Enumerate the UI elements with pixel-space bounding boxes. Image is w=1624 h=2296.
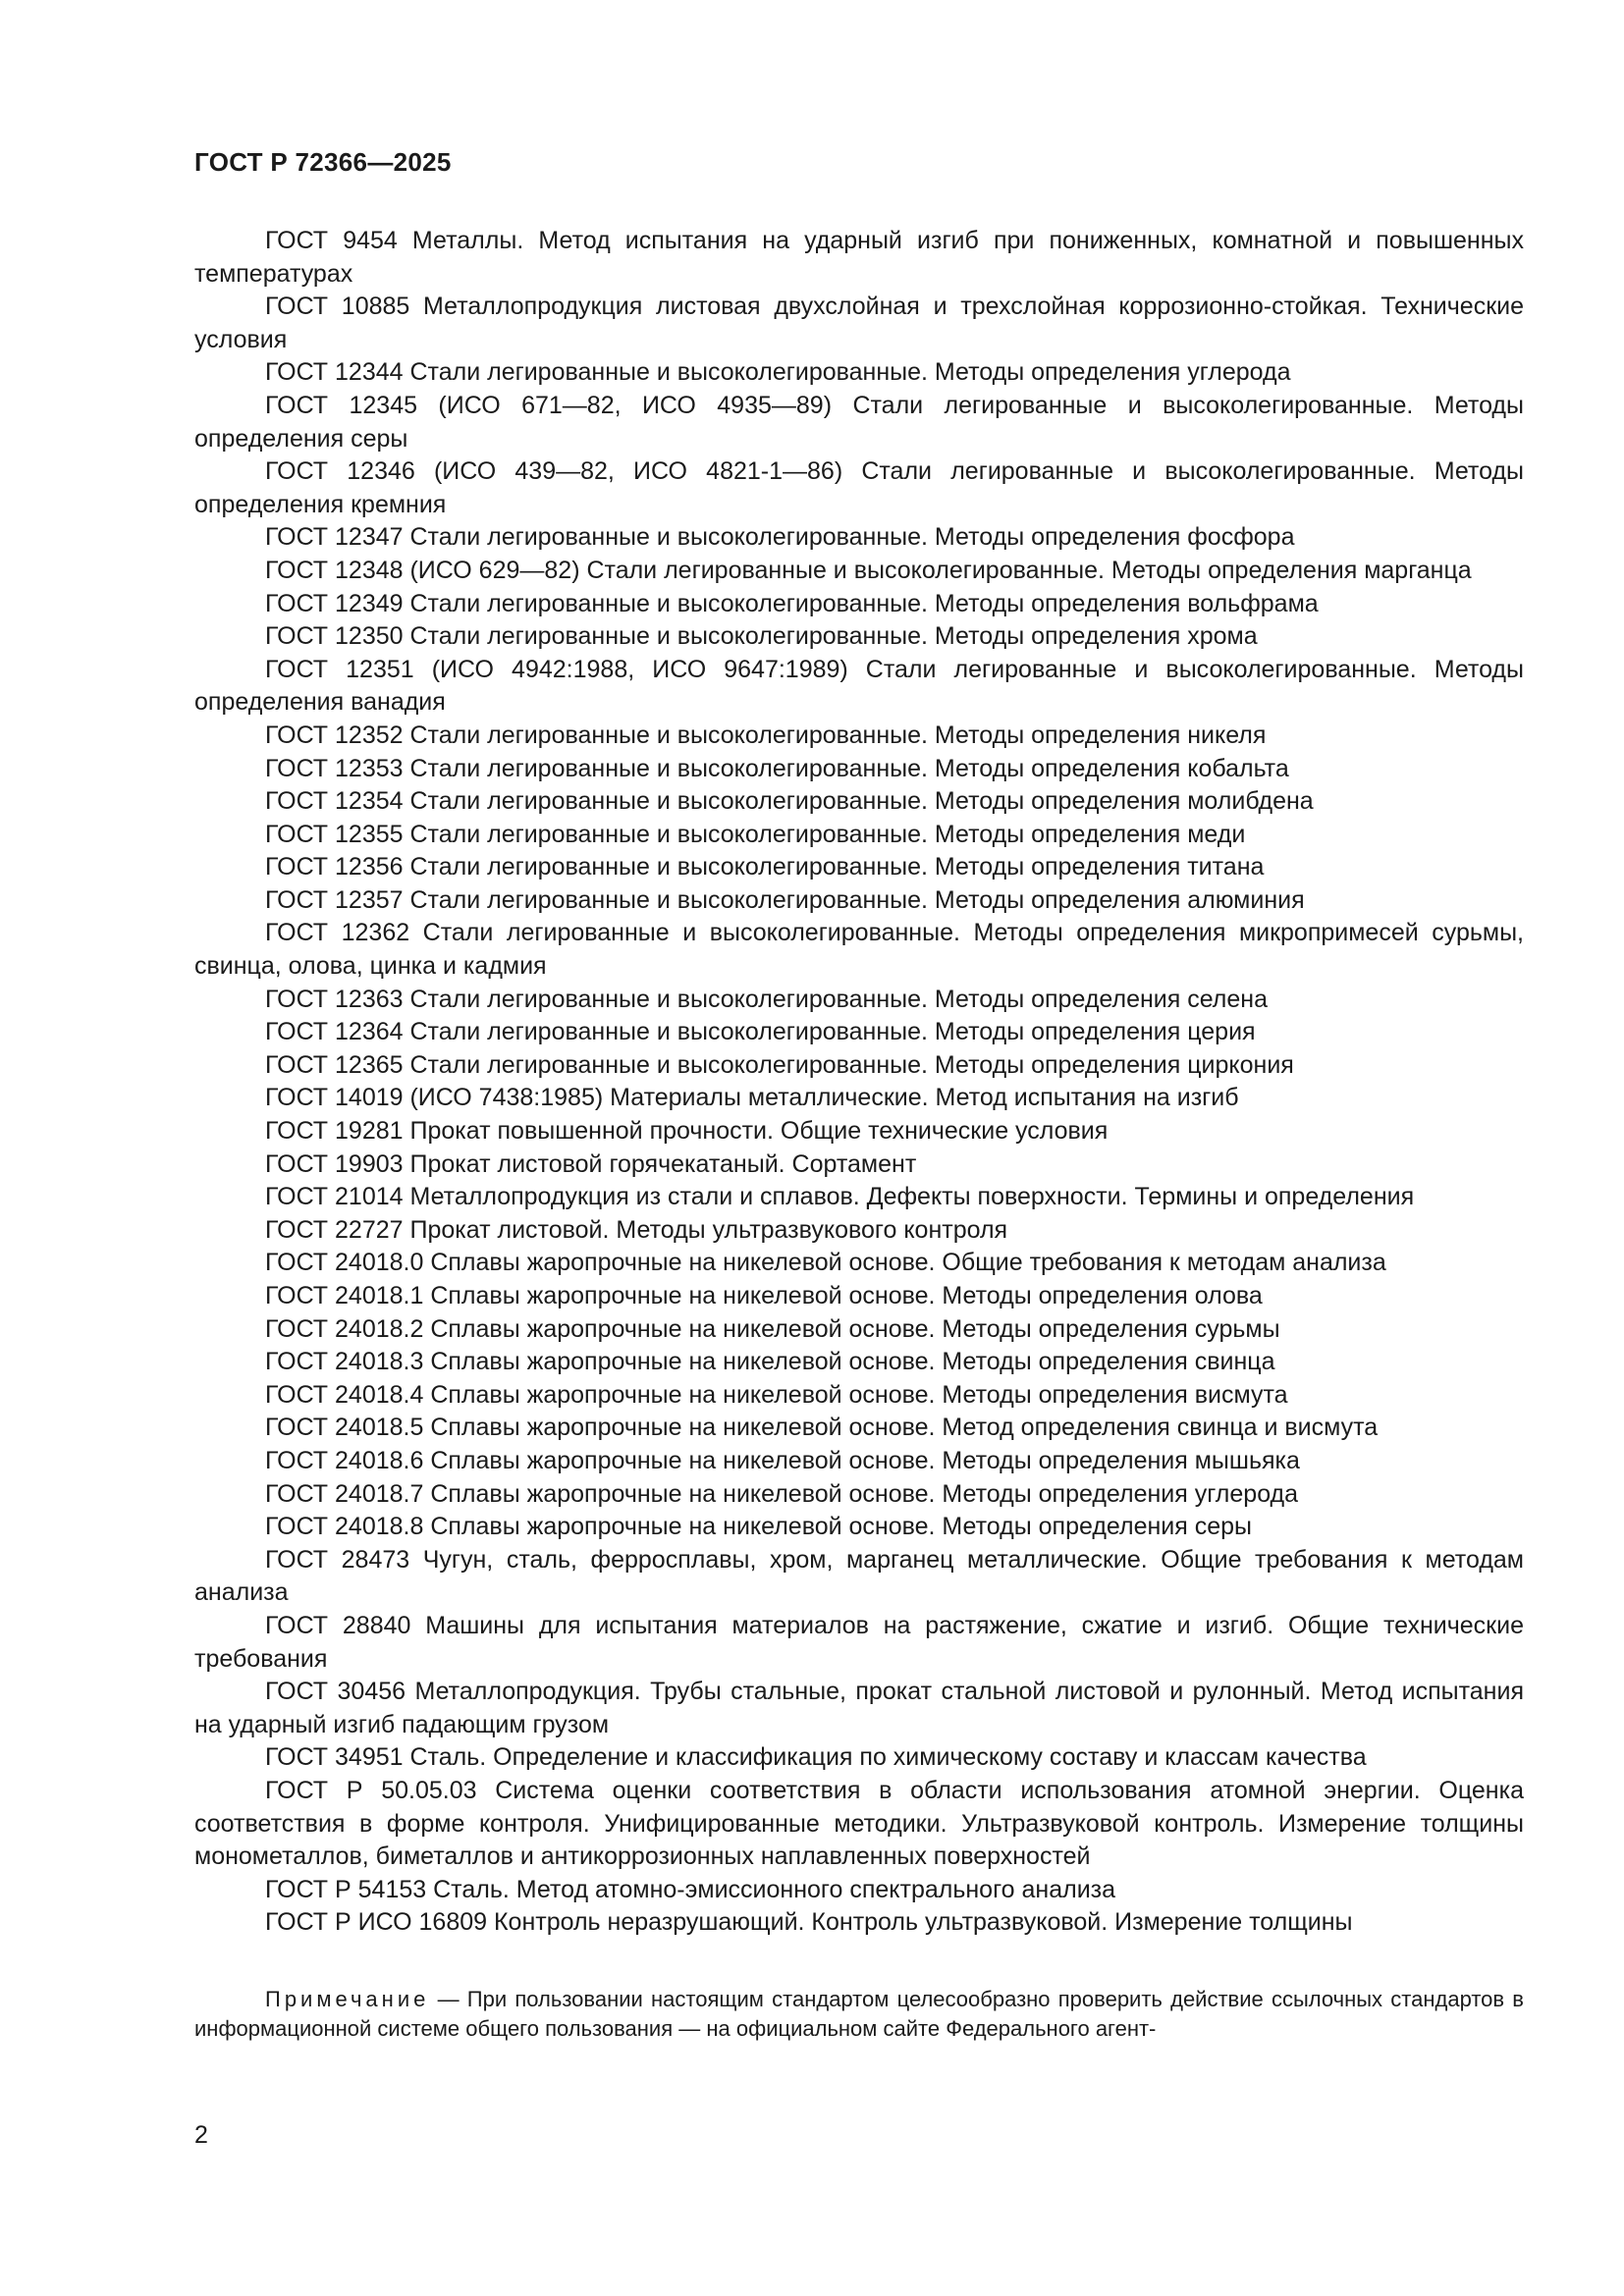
reference-item: ГОСТ 12354 Стали легированные и высоколегированные. Методы определения молибдена	[265, 787, 1314, 816]
reference-item: ГОСТ 12348 (ИСО 629—82) Стали легированные и высоколегированные. Методы определения марганца	[265, 556, 1472, 584]
reference-item: ГОСТ 12365 Стали легированные и высоколегированные. Методы определения циркония	[265, 1050, 1294, 1079]
reference-item: ГОСТ 12349 Стали легированные и высоколегированные. Методы определения вольфрама	[265, 589, 1319, 617]
reference-item: ГОСТ 22727 Прокат листовой. Методы ультразвукового контроля	[265, 1215, 1008, 1244]
reference-item: ГОСТ 28473 Чугун, сталь, ферросплавы, хром, марганец металлические. Общие требования к методам анализа	[194, 1545, 1524, 1607]
document-number-header: ГОСТ Р 72366—2025	[194, 147, 452, 177]
note-text: — При пользовании настоящим стандартом целесообразно проверить действие ссылочных стандартов в информационной системе общего пользования — на официальном сайте Федерального агент-	[194, 1987, 1524, 2041]
reference-item: ГОСТ 12356 Стали легированные и высоколегированные. Методы определения титана	[265, 853, 1265, 881]
reference-item: ГОСТ 12364 Стали легированные и высоколегированные. Методы определения церия	[265, 1018, 1256, 1046]
reference-item: ГОСТ 24018.6 Сплавы жаропрочные на никелевой основе. Методы определения мышьяка	[265, 1446, 1300, 1474]
reference-item: ГОСТ 12346 (ИСО 439—82, ИСО 4821-1—86) Стали легированные и высоколегированные. Методы определения кремния	[194, 457, 1524, 518]
page-number: 2	[194, 2121, 208, 2149]
reference-item: ГОСТ 12363 Стали легированные и высоколегированные. Методы определения селена	[265, 985, 1268, 1013]
reference-item: ГОСТ Р 50.05.03 Система оценки соответствия в области использования атомной энергии. Оценка соответствия в форме контроля. Унифицированные методики. Ультразвуковой контроль. Измерение толщины монометаллов, биметаллов и антикоррозионных наплавленных поверхностей	[194, 1776, 1524, 1871]
reference-item: ГОСТ Р ИСО 16809 Контроль неразрушающий. Контроль ультразвуковой. Измерение толщины	[265, 1908, 1353, 1937]
reference-item: ГОСТ 12362 Стали легированные и высоколегированные. Методы определения микропримесей сурьмы, свинца, олова, цинка и кадмия	[194, 919, 1524, 981]
reference-item: ГОСТ 12355 Стали легированные и высоколегированные. Методы определения меди	[265, 820, 1246, 848]
reference-item: ГОСТ 30456 Металлопродукция. Трубы стальные, прокат стальной листовой и рулонный. Метод испытания на ударный изгиб падающим грузом	[194, 1678, 1524, 1738]
reference-item: ГОСТ 24018.8 Сплавы жаропрочные на никелевой основе. Методы определения серы	[265, 1513, 1253, 1541]
reference-item: ГОСТ 12351 (ИСО 4942:1988, ИСО 9647:1989) Стали легированные и высоколегированные. Методы определения ванадия	[194, 655, 1524, 717]
note-label: Примечание	[265, 1987, 430, 2011]
reference-item: ГОСТ 28840 Машины для испытания материалов на растяжение, сжатие и изгиб. Общие технические требования	[194, 1611, 1524, 1673]
reference-item: ГОСТ 24018.2 Сплавы жаропрочные на никелевой основе. Методы определения сурьмы	[265, 1314, 1280, 1343]
reference-item: ГОСТ 9454 Металлы. Метод испытания на ударный изгиб при пониженных, комнатной и повышенных температурах	[194, 227, 1524, 288]
reference-item: ГОСТ 24018.4 Сплавы жаропрочные на никелевой основе. Методы определения висмута	[265, 1380, 1288, 1409]
reference-item: ГОСТ 12353 Стали легированные и высоколегированные. Методы определения кобальта	[265, 754, 1289, 782]
reference-item: ГОСТ 24018.7 Сплавы жаропрочные на никелевой основе. Методы определения углерода	[265, 1479, 1299, 1508]
reference-item: ГОСТ 12352 Стали легированные и высоколегированные. Методы определения никеля	[265, 721, 1267, 749]
reference-item: ГОСТ 12344 Стали легированные и высоколегированные. Методы определения углерода	[265, 358, 1291, 387]
reference-item: ГОСТ 24018.3 Сплавы жаропрочные на никелевой основе. Методы определения свинца	[265, 1348, 1275, 1376]
normative-references-list	[194, 225, 1524, 1940]
reference-item: ГОСТ 19903 Прокат листовой горячекатаный. Сортамент	[265, 1149, 917, 1178]
reference-item: ГОСТ 24018.1 Сплавы жаропрочные на никелевой основе. Методы определения олова	[265, 1282, 1263, 1309]
note-paragraph	[194, 1985, 1524, 2044]
reference-item: ГОСТ 12350 Стали легированные и высоколегированные. Методы определения хрома	[265, 622, 1258, 651]
reference-item: ГОСТ 12345 (ИСО 671—82, ИСО 4935—89) Стали легированные и высоколегированные. Методы определения серы	[194, 391, 1524, 453]
reference-item: ГОСТ 12347 Стали легированные и высоколегированные. Методы определения фосфора	[265, 523, 1295, 552]
reference-item: ГОСТ 24018.0 Сплавы жаропрочные на никелевой основе. Общие требования к методам анализа	[265, 1249, 1386, 1277]
reference-item: ГОСТ 19281 Прокат повышенной прочности. Общие технические условия	[265, 1117, 1109, 1146]
reference-item: ГОСТ Р 54153 Сталь. Метод атомно-эмиссионного спектрального анализа	[265, 1875, 1116, 1903]
reference-item: ГОСТ 24018.5 Сплавы жаропрочные на никелевой основе. Метод определения свинца и висмута	[265, 1414, 1379, 1442]
reference-item: ГОСТ 14019 (ИСО 7438:1985) Материалы металлические. Метод испытания на изгиб	[265, 1084, 1239, 1112]
reference-item: ГОСТ 10885 Металлопродукция листовая двухслойная и трехслойная коррозионно-стойкая. Технические условия	[194, 293, 1524, 353]
reference-item: ГОСТ 12357 Стали легированные и высоколегированные. Методы определения алюминия	[265, 885, 1305, 914]
reference-item: ГОСТ 21014 Металлопродукция из стали и сплавов. Дефекты поверхности. Термины и определения	[265, 1183, 1415, 1211]
reference-item: ГОСТ 34951 Сталь. Определение и классификация по химическому составу и классам качества	[265, 1743, 1367, 1772]
